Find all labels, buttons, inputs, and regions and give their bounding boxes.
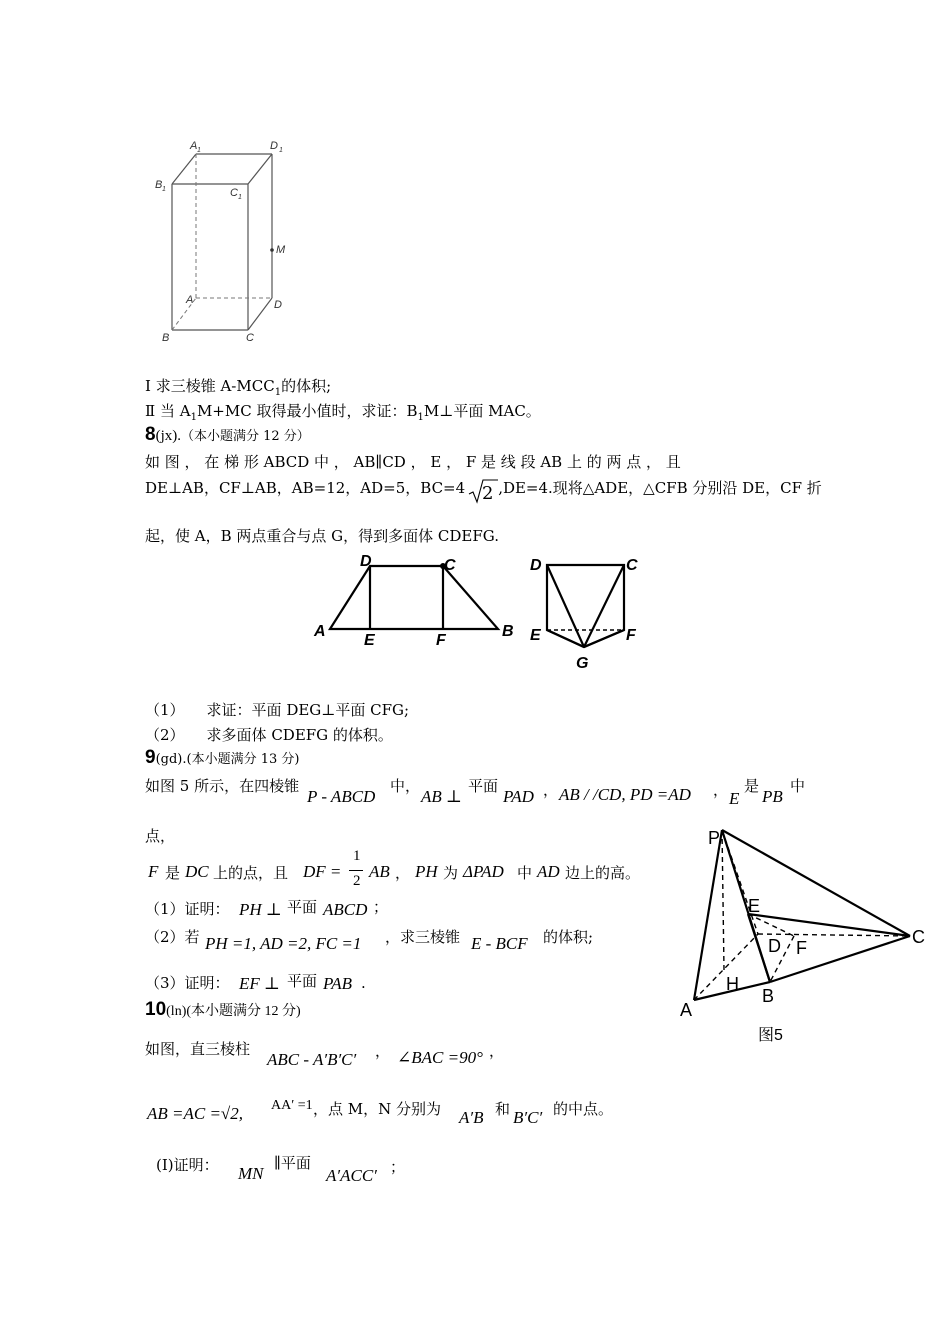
q9-intro: 如图 5 所示，在四棱锥 P - ABCD 中， AB ⊥ 平面 PAD ， AB / /CD, PD =AD ， E 是 PB 中 xyxy=(145,777,806,808)
svg-text:D: D xyxy=(360,553,372,570)
q10-header: 10(ln)(本小题满分 12 分) xyxy=(145,999,301,1020)
svg-text:D: D xyxy=(768,936,781,956)
q9-f-line: F 是 DC 上的点，且 DF = 1 2 AB ， PH 为 ΔPAD 中 AD 边上的高。 xyxy=(148,848,641,889)
q7-part2: Ⅱ 当 $A_1M+MC$ 取得最小值时，求证：$B_1M\perp$平面 MAC。 xyxy=(145,402,541,423)
label-m: M xyxy=(276,244,286,256)
label-a1: A xyxy=(190,140,198,152)
trapezoid-figure xyxy=(310,552,650,677)
label-c1: C xyxy=(230,187,238,199)
q9-part2: （2）若 PH =1, AD =2, FC =1 ，求三棱锥 E - BCF 的体积; xyxy=(145,928,594,953)
q9-part3: （3）证明： EF ⊥ 平面 PAB . xyxy=(145,972,366,993)
svg-text:F: F xyxy=(626,627,636,644)
q8-line2: DE⊥AB，CF⊥AB，AB=12，AD=5，BC=4 2 ,DE=4.现将△ADE，△CFB 分别沿 DE，CF 折 xyxy=(145,479,822,504)
figure-caption: 图5 xyxy=(758,1027,783,1044)
question-number: 9 xyxy=(145,747,156,768)
question-number: 10 xyxy=(145,999,167,1020)
q10-part1: (Ⅰ)证明： MN ∥平面 A′ACC′ ； xyxy=(156,1154,406,1185)
svg-text:1: 1 xyxy=(197,147,201,154)
label-b1: B xyxy=(155,179,163,191)
question-number: 8 xyxy=(145,424,156,445)
label-c: C xyxy=(246,332,254,344)
svg-text:1: 1 xyxy=(238,194,242,201)
svg-text:F: F xyxy=(436,632,446,649)
q8-line1: 如 图 ， 在 梯 形 ABCD 中 ， AB∥CD ， E ， F 是 线 段 AB 上 的 两 点 ， 且 xyxy=(145,453,681,471)
q9-dian: 点， xyxy=(145,827,176,845)
q8-item2: （2） 求多面体 CDEFG 的体积。 xyxy=(145,726,393,744)
svg-text:1: 1 xyxy=(279,147,283,154)
svg-text:E: E xyxy=(364,632,375,649)
svg-text:E: E xyxy=(748,896,761,916)
label-b: B xyxy=(162,332,170,344)
svg-text:1: 1 xyxy=(162,186,166,193)
q8-line3: 起，使 A，B 两点重合与点 G，得到多面体 CDEFG. xyxy=(145,527,499,545)
svg-text:H: H xyxy=(726,974,739,994)
svg-text:F: F xyxy=(796,938,807,958)
svg-text:B: B xyxy=(502,623,514,640)
label-d1: D xyxy=(270,140,278,152)
svg-text:A: A xyxy=(680,1000,693,1020)
svg-text:A: A xyxy=(314,623,326,640)
svg-text:D: D xyxy=(530,557,542,574)
label-d: D xyxy=(274,299,282,311)
svg-text:C: C xyxy=(912,927,925,947)
svg-text:G: G xyxy=(576,655,589,672)
q10-cond: AB =AC =√2, AA′ =1 ，点 M，N 分别为 A′B 和 B′C′ 的中点。 xyxy=(147,1098,614,1127)
q7-part1: Ⅰ 求三棱锥 $A-MCC_1$的体积; xyxy=(145,377,332,398)
svg-text:P: P xyxy=(708,828,721,848)
label-a: A xyxy=(186,294,194,306)
svg-text:B: B xyxy=(762,986,775,1006)
q9-header: 9(gd).(本小题满分 13 分) xyxy=(145,747,300,768)
q10-intro: 如图，直三棱柱 ABC - A′B′C′ ， ∠BAC =90° ， xyxy=(145,1040,505,1069)
pyramid-figure xyxy=(672,820,932,1050)
svg-text:E: E xyxy=(530,627,541,644)
svg-text:C: C xyxy=(626,557,638,574)
prism-figure xyxy=(150,138,300,348)
svg-text:C: C xyxy=(444,557,456,574)
q9-part1: （1）证明： PH ⊥ 平面 ABCD ； xyxy=(145,898,389,919)
q8-header: 8(jx).（本小题满分 12 分） xyxy=(145,424,310,445)
q8-item1: （1） 求证：平面 DEG⊥平面 CFG; xyxy=(145,701,410,719)
